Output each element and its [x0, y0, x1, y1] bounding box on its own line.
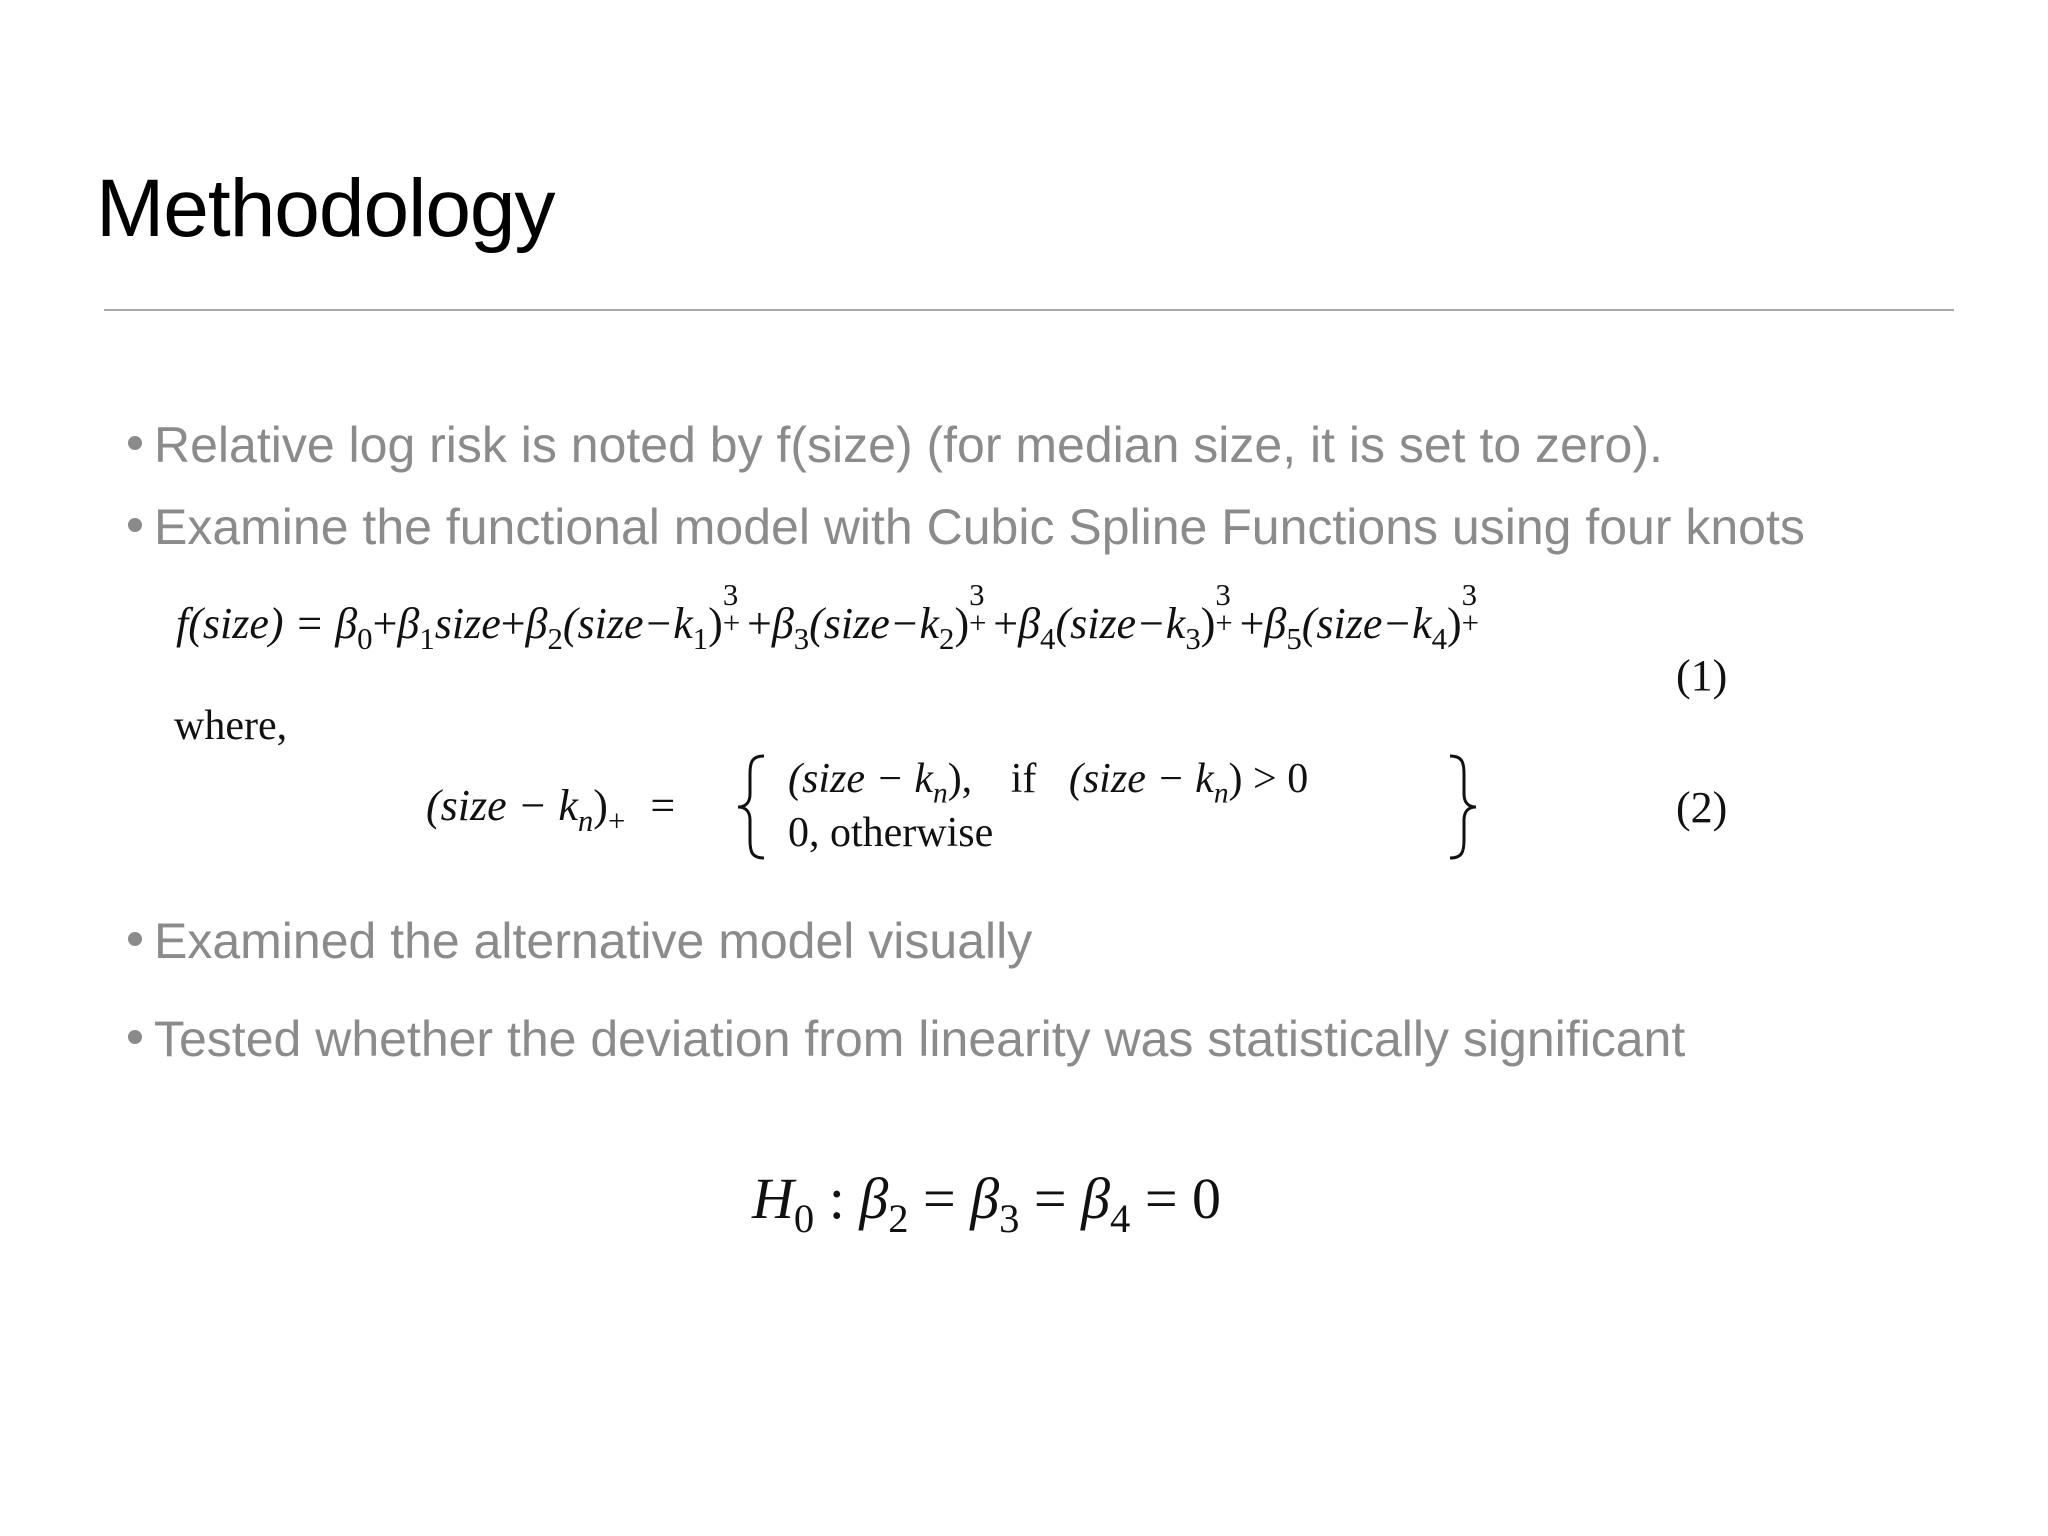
bullet-3: [128, 913, 1033, 969]
eq1-term-1: $\beta_1size+$: [397, 599, 526, 656]
where-label: where,: [174, 703, 288, 749]
right-brace-icon: [1444, 752, 1480, 862]
bullet-dot: [128, 436, 142, 450]
eq1-term-0: $\beta_0+$: [335, 599, 398, 656]
bullet-4-text: Tested whether the deviation from linearity was statistically significant: [154, 1011, 1686, 1067]
bullet-4: [128, 1011, 1686, 1067]
bullet-1: [128, 417, 1663, 473]
null-hypothesis: $H_0$ : $\beta_2 = \beta_3 = \beta_4 = 0$: [752, 1166, 1222, 1242]
bullet-2-text: Examine the functional model with Cubic Spline Functions using four knots: [154, 499, 1805, 555]
equation-spline: [176, 578, 1486, 656]
bullet-dot: [128, 518, 142, 532]
left-brace-icon: [734, 752, 770, 862]
piecewise-case-1: (size − $k_n$), if (size − $k_n) > 0$: [788, 756, 1309, 810]
title-divider: [104, 309, 1954, 311]
bullet-3-text: Examined the alternative model visually: [154, 913, 1033, 969]
eq1-term-3: $\beta_3(size-k_2)$ 3 + +: [771, 578, 1019, 656]
piecewise-case-2: 0, otherwise: [788, 810, 994, 856]
equation-number-1: (1): [1676, 651, 1728, 700]
equation-piecewise-lhs: (size − $k_n)_+$ =: [426, 781, 676, 838]
equation-number-2: (2): [1676, 783, 1728, 832]
bullet-dot: [128, 932, 142, 946]
bullet-dot: [128, 1030, 142, 1044]
bullet-2: [128, 499, 1805, 555]
eq1-term-4: $\beta_4(size-k_3)$ 3 + +: [1018, 578, 1265, 656]
bullet-1-text: Relative log risk is noted by f(size) (for median size, it is set to zero).: [154, 417, 1663, 473]
eq1-lhs: f(size) =: [176, 599, 325, 648]
eq1-term-5: $\beta_5(size-k_4)$ 3 +: [1264, 578, 1480, 656]
slide-title: Methodology: [96, 163, 555, 254]
eq1-term-2: $\beta_2(size-k_1)$ 3 + +: [525, 578, 772, 656]
